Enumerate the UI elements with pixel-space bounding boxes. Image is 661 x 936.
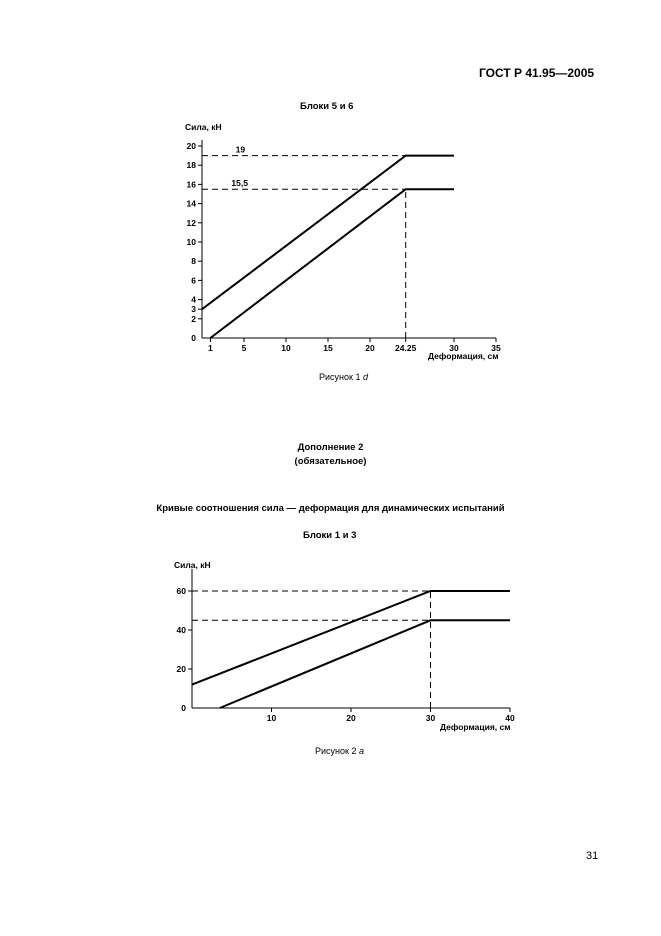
figure1-y-tick-label: 20 — [186, 141, 196, 151]
figure1-x-tick-label: 5 — [241, 343, 247, 353]
figure2-x-tick-label: 10 — [266, 713, 277, 723]
figure1-y-tick-label: 3 — [191, 304, 196, 315]
figure1-y-tick-label: 12 — [186, 217, 196, 228]
figure2-y-axis-label: Сила, кН — [174, 560, 211, 570]
figure1-x-tick-label: 35 — [491, 343, 501, 353]
figure1-y-tick-label: 2 — [191, 313, 196, 324]
figure2-series-line-2 — [220, 620, 510, 708]
figure1-y-axis-label: Сила, кН — [185, 122, 222, 132]
figure1-x-tick-label: 30 — [449, 343, 459, 353]
figure1-title: Блоки 5 и 6 — [300, 101, 354, 112]
figure1-y-tick-label: 6 — [191, 275, 196, 286]
figure1-y-tick-label: 10 — [186, 237, 196, 247]
figure1-x-tick-label: 24.25 — [395, 343, 417, 353]
figure1-x-axis-label: Деформация, см — [428, 351, 499, 361]
figure1-x-tick-label: 10 — [281, 343, 291, 353]
figure2-x-tick-label: 20 — [346, 713, 356, 723]
figure1-caption-text: Рисунок 1 — [319, 372, 361, 382]
figure2-caption-letter: a — [358, 746, 364, 756]
figure1-y-tick-label: 4 — [191, 294, 196, 305]
figure1-annotation: 15,5 — [231, 178, 248, 189]
figure1-x-tick-label: 1 — [208, 343, 213, 353]
document-id: ГОСТ Р 41.95—2005 — [479, 66, 595, 80]
figure1-x-tick-label: 15 — [323, 343, 333, 353]
figure1-y-tick-label: 16 — [186, 179, 196, 190]
figure2-x-tick-label: 30 — [425, 713, 436, 723]
figure2-y-tick-label: 60 — [176, 586, 186, 596]
figure2-chart — [160, 552, 540, 742]
figure1-caption-letter: d — [362, 372, 368, 382]
figure1-y-tick-label: 18 — [186, 160, 196, 171]
figure2-y-tick-label: 20 — [176, 664, 186, 674]
figure1-x-tick-label: 0 — [191, 333, 196, 343]
figure2-caption — [315, 746, 364, 756]
figure2-x-tick-label: 40 — [505, 713, 515, 723]
figure2-series-line-1 — [192, 591, 510, 685]
figure2-x-axis-label: Деформация, см — [440, 722, 511, 732]
appendix-heading: Кривые соотношения сила — деформация для динамических испытаний — [156, 503, 505, 514]
figure1-chart — [160, 115, 520, 365]
figure2-x-tick-label: 0 — [181, 703, 186, 713]
figure1-y-tick-label: 8 — [191, 256, 196, 267]
figure1-x-tick-label: 20 — [365, 343, 375, 353]
figure2-title: Блоки 1 и 3 — [303, 530, 357, 541]
figure1-y-tick-label: 14 — [186, 198, 196, 209]
figure2-caption-text: Рисунок 2 — [315, 746, 357, 756]
appendix-title: Дополнение 2 — [297, 442, 364, 453]
figure1-annotation: 19 — [235, 144, 246, 155]
appendix-subtitle: (обязательное) — [294, 456, 367, 467]
page-number: 31 — [586, 850, 599, 862]
figure2-y-tick-label: 40 — [176, 625, 186, 635]
figure1-caption — [319, 372, 368, 382]
